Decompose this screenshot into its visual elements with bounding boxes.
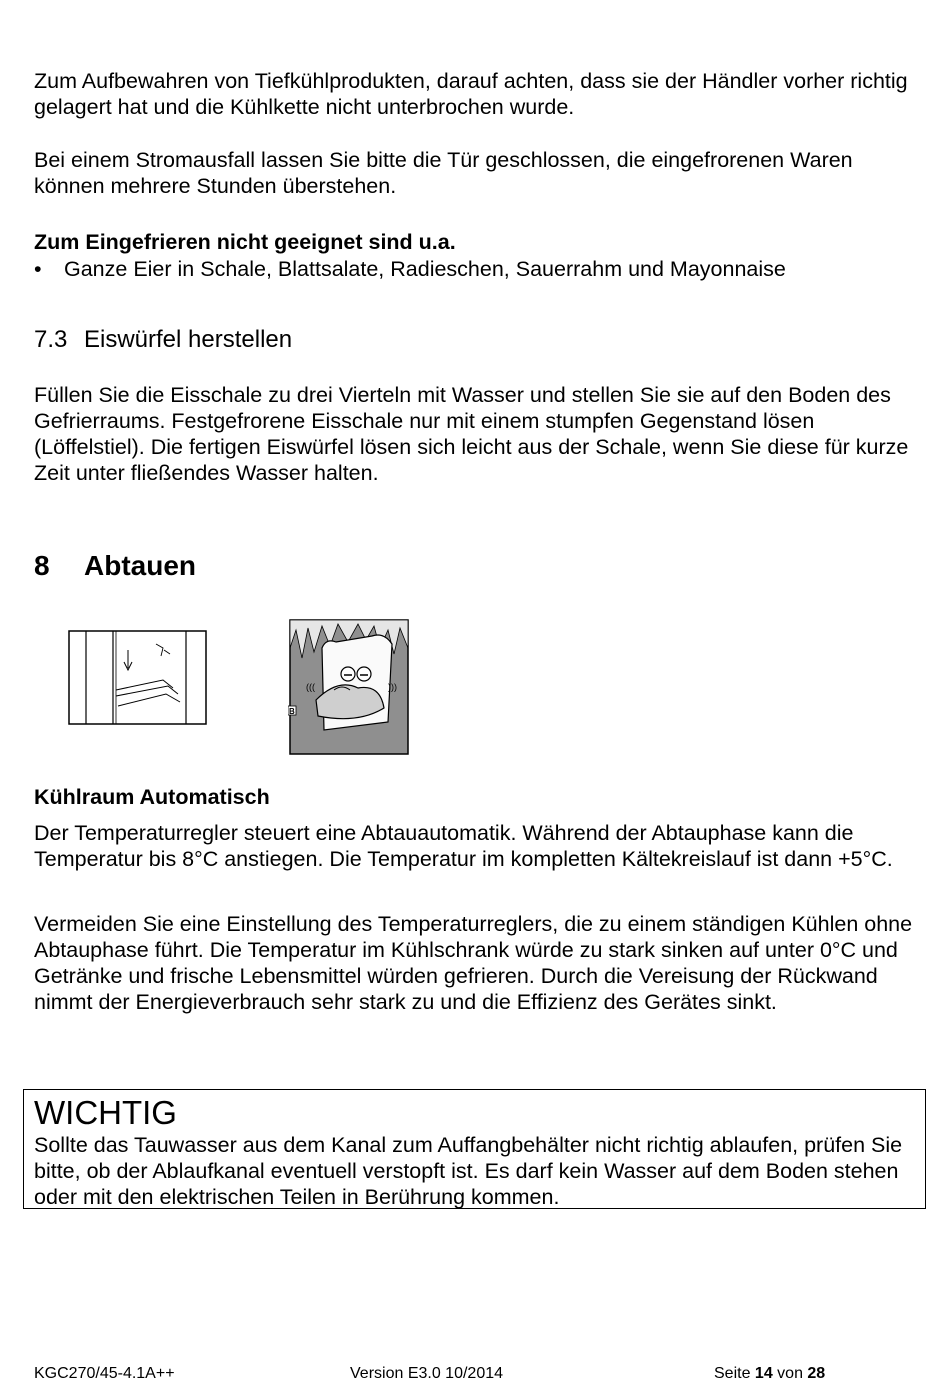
- section-number: 7.3: [34, 326, 68, 353]
- fridge-interior-illustration: [68, 630, 208, 726]
- figure-label: B: [289, 707, 295, 716]
- list-item-text: Ganze Eier in Schale, Blattsalate, Radieschen, Sauerrahm und Mayonnaise: [64, 257, 786, 281]
- svg-text:))): ))): [388, 682, 397, 692]
- page-prefix: Seite: [714, 1365, 755, 1382]
- not-suitable-heading: Zum Eingefrieren nicht geeignet sind u.a.: [34, 230, 456, 254]
- paragraph-storage: Zum Aufbewahren von Tiefkühlprodukten, darauf achten, dass sie der Händler vorher richtig gelagert hat und die Kühlkette nicht unterbrochen wurde.: [34, 69, 908, 119]
- section-heading-8: [34, 550, 196, 582]
- footer-version: Version E3.0 10/2014: [350, 1365, 504, 1382]
- frozen-freezer-illustration: [288, 618, 412, 756]
- section-number: 8: [34, 550, 50, 581]
- page-current: 14: [754, 1365, 773, 1382]
- subheading-automatic: Kühlraum Automatisch: [34, 785, 270, 809]
- warning-box: [23, 1089, 926, 1209]
- section-title: Eiswürfel herstellen: [84, 326, 293, 353]
- svg-text:(((: (((: [306, 682, 315, 692]
- section-title: Abtauen: [84, 550, 196, 581]
- footer-model: KGC270/45-4.1A++: [34, 1365, 175, 1382]
- footer-page-number: [714, 1364, 825, 1384]
- section-heading-7-3: [34, 326, 292, 354]
- warning-text: Sollte das Tauwasser aus dem Kanal zum Auffangbehälter nicht richtig ablaufen, prüfen Sie bitte, ob der Ablaufkanal eventuell verstopft ist. Es darf kein Wasser auf dem Boden stehen oder mit den elektrischen Teilen in Berührung kommen.: [34, 1133, 903, 1209]
- paragraph-ice-cubes: Füllen Sie die Eisschale zu drei Vierteln mit Wasser und stellen Sie sie auf den Boden des Gefrierraums. Festgefrorene Eisschale nur mit einem stumpfen Gegenstand lösen (Löffelstiel). Die fertigen Eiswürfel lösen sich leicht aus der Schale, wenn Sie diese für kurze Zeit unter fließendes Wasser halten.: [34, 383, 909, 485]
- paragraph-power-outage: Bei einem Stromausfall lassen Sie bitte die Tür geschlossen, die eingefrorenen Waren können mehrere Stunden überstehen.: [34, 148, 853, 198]
- paragraph-avoid-setting: Vermeiden Sie eine Einstellung des Temperaturreglers, die zu einem ständigen Kühlen ohne Abtauphase führt. Die Temperatur im Kühlschrank würde zu stark sinken auf unter 0°C und Getränke und frische Lebensmittel würden gefrieren. Durch die Vereisung der Rückwand nimmt der Energieverbrauch sehr stark zu und die Effizienz des Gerätes sinkt.: [34, 912, 913, 1014]
- page-total: 28: [807, 1365, 826, 1382]
- page-mid: von: [772, 1365, 808, 1382]
- paragraph-defrost-auto: Der Temperaturregler steuert eine Abtauautomatik. Während der Abtauphase kann die Temperatur bis 8°C anstiegen. Die Temperatur im kompletten Kältekreislauf ist dann +5°C.: [34, 821, 893, 871]
- bullet-icon: •: [34, 257, 42, 281]
- warning-title: WICHTIG: [34, 1094, 177, 1131]
